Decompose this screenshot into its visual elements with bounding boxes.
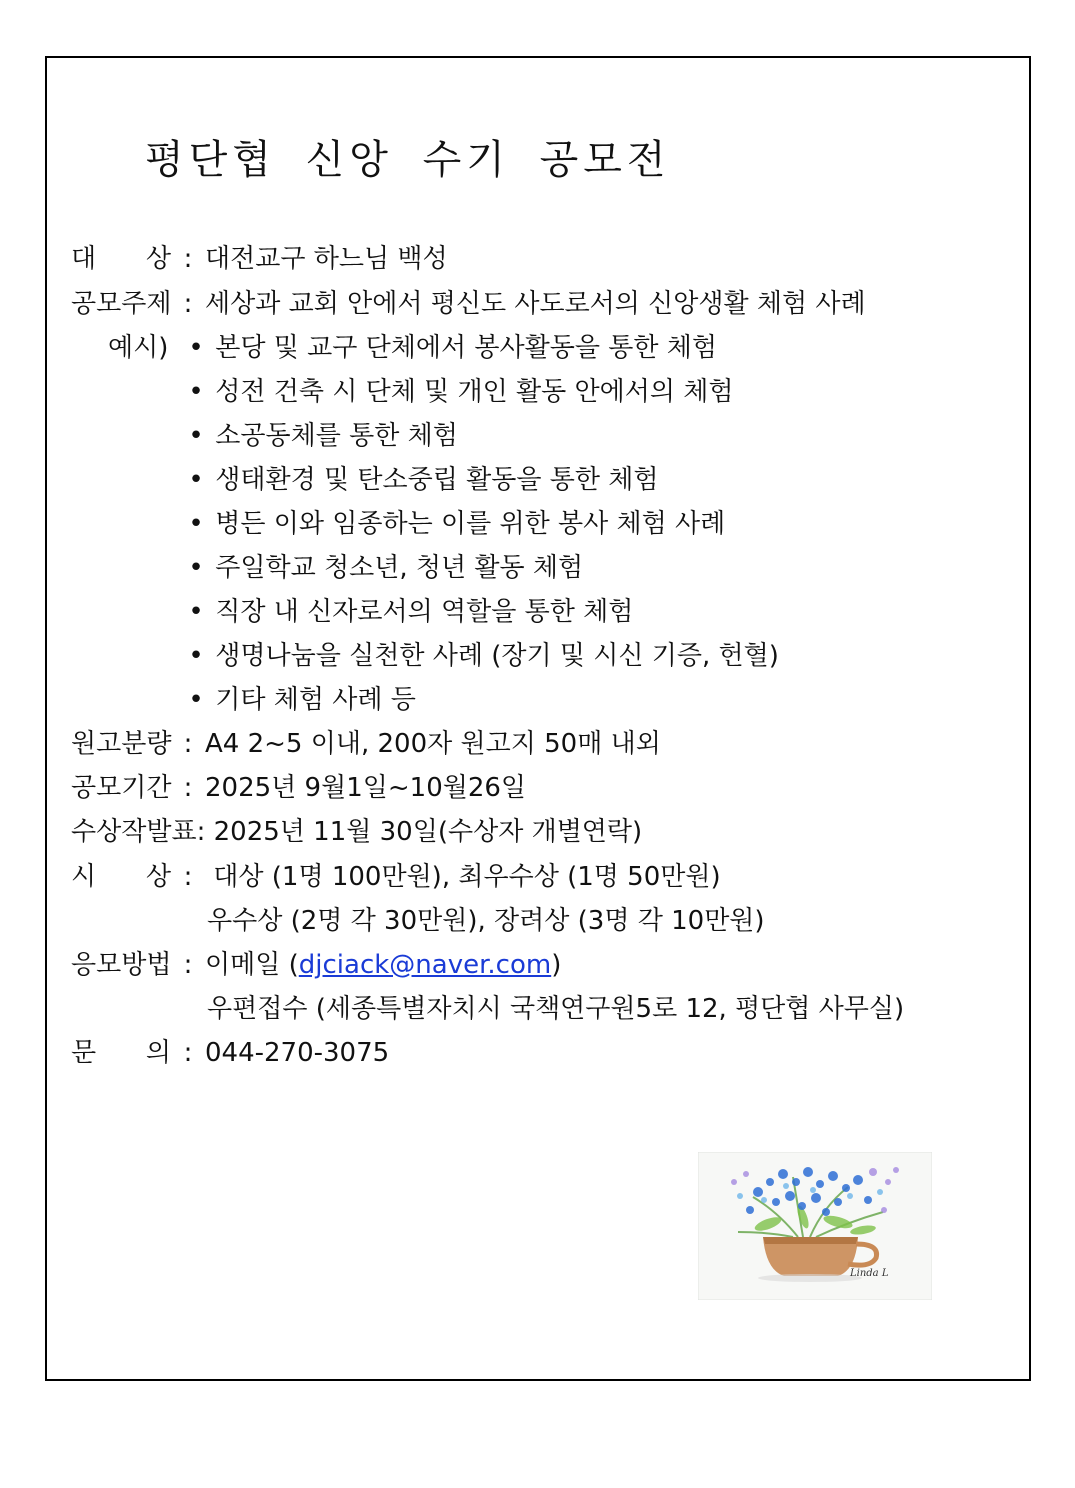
example-item: • 생명나눔을 실천한 사례 (장기 및 시신 기증, 헌혈) [185,639,779,673]
target-label: 대 상 [71,244,171,274]
awards-line-1: 대상 (1명 100만원), 최우수상 (1명 50만원) [213,862,721,892]
bullet-icon: • [188,465,204,495]
separator: : [183,1038,193,1068]
contact-row [71,1036,389,1070]
separator: : [183,950,193,980]
contact-value: 044-270-3075 [205,1038,390,1068]
bullet-icon: • [188,421,204,451]
example-item: • 기타 체험 사례 등 [185,683,416,717]
length-value: A4 2~5 이내, 200자 원고지 50매 내외 [205,729,661,759]
theme-label: 공모주제 [71,289,172,319]
separator: : [183,244,193,274]
bullet-icon: • [188,685,204,715]
announce-value: 2025년 11월 30일(수상자 개별연락) [213,817,643,847]
flower-pot-illustration [698,1152,932,1300]
separator: : [183,729,193,759]
length-label: 원고분량 [71,729,172,759]
apply-label: 응모방법 [71,950,172,980]
email-link[interactable]: djciack@naver.com [298,950,552,980]
example-item: • 성전 건축 시 단체 및 개인 활동 안에서의 체험 [185,375,733,409]
announce-row [71,815,642,849]
target-row [71,242,448,276]
email-suffix: ) [551,950,562,980]
awards-label: 시 상 [71,862,171,892]
apply-line-2: 우편접수 (세종특별자치시 국책연구원5로 12, 평단협 사무실) [207,994,905,1024]
length-row [71,727,661,761]
bullet-icon: • [188,333,204,363]
period-value: 2025년 9월1일~10월26일 [205,773,527,803]
period-row [71,771,526,805]
separator: : [183,289,193,319]
example-item: • 생태환경 및 탄소중립 활동을 통한 체험 [185,463,658,497]
apply-row [71,948,561,982]
email-prefix: 이메일 ( [205,950,299,980]
bullet-icon: • [188,597,204,627]
period-label: 공모기간 [71,773,172,803]
separator: : [183,773,193,803]
announce-label: 수상작발표: [71,817,206,847]
artist-signature: Linda L [850,1268,889,1279]
example-item: • 주일학교 청소년, 청년 활동 체험 [185,551,583,585]
bullet-icon: • [188,553,204,583]
target-value: 대전교구 하느님 백성 [205,244,448,274]
bullet-icon: • [188,641,204,671]
awards-line-2: 우수상 (2명 각 30만원), 장려상 (3명 각 10만원) [207,906,765,936]
theme-value: 세상과 교회 안에서 평신도 사도로서의 신앙생활 체험 사례 [205,289,866,319]
examples-label: 예시) [108,333,169,363]
page-title: 평단협 신앙 수기 공모전 [145,137,671,183]
separator: : [183,862,193,892]
example-item: • 직장 내 신자로서의 역할을 통한 체험 [185,595,633,629]
awards-row [71,860,721,894]
example-item: • 병든 이와 임종하는 이를 위한 봉사 체험 사례 [185,507,725,541]
theme-row [71,287,866,321]
example-item: • 소공동체를 통한 체험 [185,419,458,453]
example-item: • 본당 및 교구 단체에서 봉사활동을 통한 체험 [185,331,717,365]
contact-label: 문 의 [71,1038,171,1068]
bullet-icon: • [188,509,204,539]
bullet-icon: • [188,377,204,407]
